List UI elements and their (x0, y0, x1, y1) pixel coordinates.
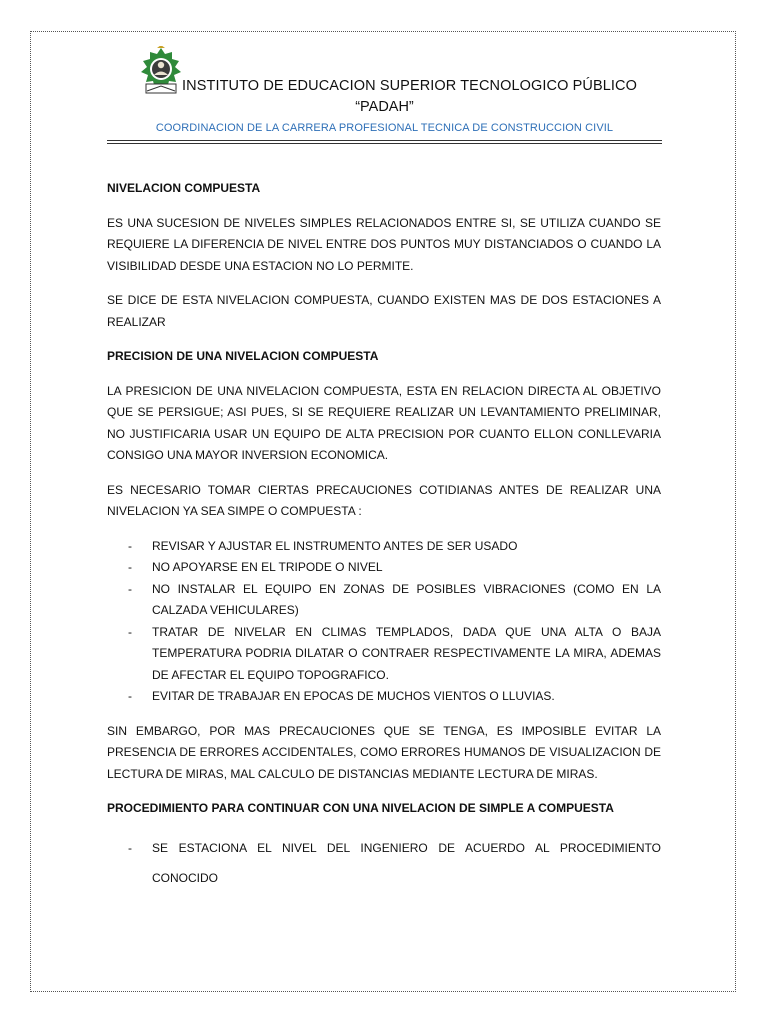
paragraph-definition: ES UNA SUCESION DE NIVELES SIMPLES RELACIONADOS ENTRE SI, SE UTILIZA CUANDO SE REQUIERE LA DIFERENCIA DE NIVEL ENTRE DOS PUNTOS MUY DISTANCIADOS O CUANDO LA VISIBILIDAD DESDE UNA ESTACION NO LO PERMITE. (107, 215, 661, 273)
list-item: - NO APOYARSE EN EL TRIPODE O NIVEL (107, 557, 661, 579)
paragraph-precautions-intro: ES NECESARIO TOMAR CIERTAS PRECAUCIONES COTIDIANAS ANTES DE REALIZAR UNA NIVELACION YA SEA SIMPE O COMPUESTA : (107, 482, 661, 518)
section-heading-nivelacion-compuesta: NIVELACION COMPUESTA (107, 181, 261, 195)
paragraph-precision: LA PRESICION DE UNA NIVELACION COMPUESTA, ESTA EN RELACION DIRECTA AL OBJETIVO QUE SE PERSIGUE; ASI PUES, SI SE REQUIERE REALIZAR UN LEVANTAMIENTO PRELIMINAR, NO JUSTIFICARIA USAR UN EQUIPO DE ALTA PRECISION POR CUANTO ELLON CONLLEVARIA CONSIGO UNA MAYOR INVERSION ECONOMICA. (107, 383, 661, 462)
document-body (107, 178, 661, 893)
procedure-list (107, 833, 661, 893)
paragraph-stations: SE DICE DE ESTA NIVELACION COMPUESTA, CUANDO EXISTEN MAS DE DOS ESTACIONES A REALIZAR (107, 293, 661, 329)
paragraph-errors: SIN EMBARGO, POR MAS PRECAUCIONES QUE SE TENGA, ES IMPOSIBLE EVITAR LA PRESENCIA DE ERRORES ACCIDENTALES, COMO ERRORES HUMANOS DE VISUALIZACION DE LECTURA DE MIRAS, MAL CALCULO DE DISTANCIAS MEDIANTE LECTURA DE MIRAS. (107, 723, 661, 781)
precautions-list (107, 536, 661, 708)
institution-title: INSTITUTO DE EDUCACION SUPERIOR TECNOLOGICO PÚBLICO (182, 78, 637, 94)
institution-name: “PADAH” (355, 99, 414, 115)
list-item: - REVISAR Y AJUSTAR EL INSTRUMENTO ANTES DE SER USADO (107, 536, 661, 558)
section-heading-precision: PRECISION DE UNA NIVELACION COMPUESTA (107, 349, 379, 363)
header-rule-bottom (107, 143, 662, 144)
list-item: - TRATAR DE NIVELAR EN CLIMAS TEMPLADOS, DADA QUE UNA ALTA O BAJA TEMPERATURA PODRIA DILATAR O CONTRAER RESPECTIVAMENTE LA MIRA, ADEMAS DE AFECTAR EL EQUIPO TOPOGRAFICO. (107, 622, 661, 687)
list-item: - EVITAR DE TRABAJAR EN EPOCAS DE MUCHOS VIENTOS O LLUVIAS. (107, 686, 661, 708)
list-item: - NO INSTALAR EL EQUIPO EN ZONAS DE POSIBLES VIBRACIONES (COMO EN LA CALZADA VEHICULARES) (107, 579, 661, 622)
list-item: - SE ESTACIONA EL NIVEL DEL INGENIERO DE ACUERDO AL PROCEDIMIENTO CONOCIDO (107, 833, 661, 893)
header-rule-top (107, 140, 662, 141)
coordination-line: COORDINACION DE LA CARRERA PROFESIONAL TECNICA DE CONSTRUCCION CIVIL (155, 122, 614, 134)
section-heading-procedure: PROCEDIMIENTO PARA CONTINUAR CON UNA NIVELACION DE SIMPLE A COMPUESTA (107, 801, 614, 815)
